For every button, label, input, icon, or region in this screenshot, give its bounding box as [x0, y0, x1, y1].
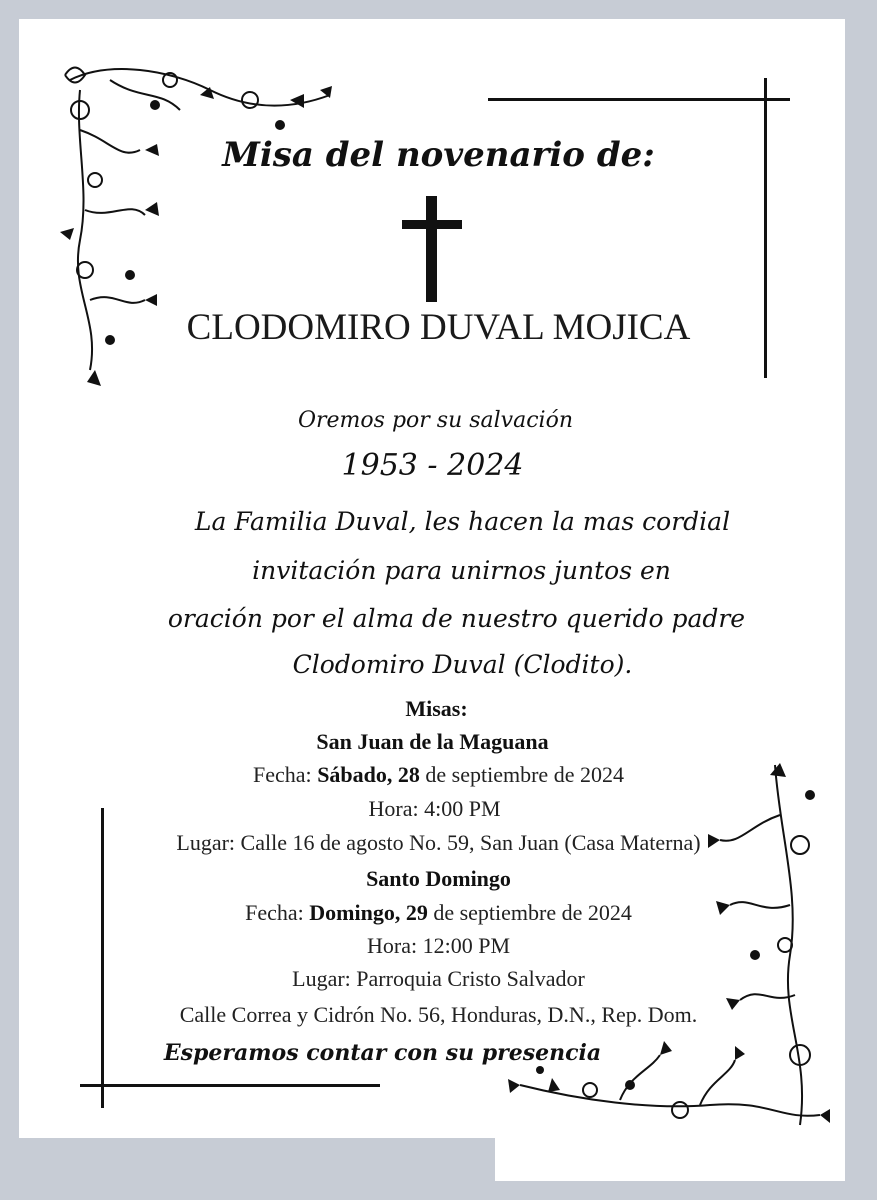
mass1-date-rest: de septiembre de 2024: [419, 762, 624, 787]
mass2-location: Lugar: Parroquia Cristo Salvador: [292, 966, 585, 991]
frame-line-bottom: [80, 1084, 380, 1087]
bottom-band: [19, 1138, 495, 1181]
years: 1953 - 2024: [341, 448, 524, 483]
invitation-line-3: oración por el alma de nuestro querido padre: [167, 604, 746, 633]
closing-line: Esperamos contar con su presencia: [163, 1040, 602, 1066]
mass1-place: San Juan de la Maguana: [316, 729, 549, 754]
mass2-address: Calle Correa y Cidrón No. 56, Honduras, D.N., Rep. Dom.: [179, 1002, 698, 1027]
mass1-time: Hora: 4:00 PM: [368, 796, 501, 821]
frame-line-top: [488, 98, 790, 101]
cross-icon: [402, 196, 462, 302]
mass2-date: [0, 900, 877, 926]
mass1-date-day: Sábado, 28: [317, 762, 420, 787]
invitation-line-1: La Familia Duval, les hacen la mas cordial: [194, 507, 731, 536]
deceased-name: CLODOMIRO DUVAL MOJICA: [186, 307, 691, 348]
misas-label: Misas:: [405, 696, 468, 721]
mass2-time: Hora: 12:00 PM: [367, 933, 510, 958]
invitation-line-4: Clodomiro Duval (Clodito).: [292, 650, 633, 679]
mass2-date-day: Domingo, 29: [309, 900, 428, 925]
mass2-date-rest: de septiembre de 2024: [427, 900, 632, 925]
mass2-date-prefix: Fecha:: [245, 900, 310, 925]
invitation-line-2: invitación para unirnos juntos en: [252, 556, 671, 585]
mass1-date: [0, 762, 877, 788]
page-title: Misa del novenario de:: [222, 135, 655, 175]
prayer-line: Oremos por su salvación: [297, 408, 573, 433]
mass2-place: Santo Domingo: [366, 866, 511, 891]
mass1-location: Lugar: Calle 16 de agosto No. 59, San Juan (Casa Materna): [176, 830, 701, 855]
mass1-date-prefix: Fecha:: [253, 762, 318, 787]
